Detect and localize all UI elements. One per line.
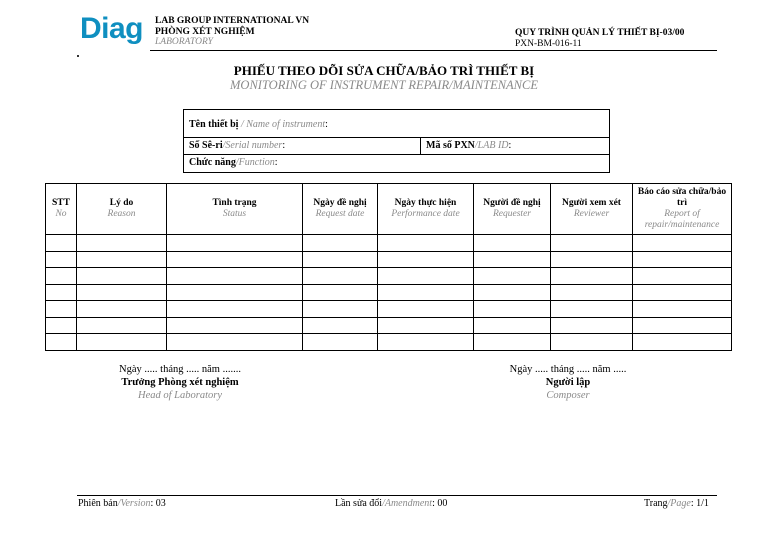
- table-cell[interactable]: [378, 268, 474, 285]
- table-cell[interactable]: [551, 301, 633, 318]
- instrument-label-vi: Tên thiết bị: [189, 119, 239, 130]
- table-cell[interactable]: [633, 301, 732, 318]
- instrument-name-field[interactable]: [184, 118, 609, 132]
- table-cell[interactable]: [303, 268, 378, 285]
- form-title: PHIẾU THEO DÕI SỬA CHỮA/BẢO TRÌ THIẾT BỊ: [233, 63, 535, 78]
- footer-amendment: Lần sửa đổi/Amendment: 00: [335, 498, 448, 509]
- table-cell[interactable]: [378, 301, 474, 318]
- footer-version: Phiên bản/Version: 03: [78, 498, 166, 509]
- procedure-block: [515, 28, 684, 49]
- table-row: [46, 317, 732, 334]
- table-cell[interactable]: [633, 334, 732, 351]
- logo-mark-dot: [77, 55, 79, 57]
- table-cell[interactable]: [551, 284, 633, 301]
- dept-name-vi: PHÒNG XÉT NGHIỆM: [155, 26, 255, 37]
- sign-date-left: Ngày ..... tháng ..... năm .......: [119, 364, 241, 375]
- table-cell[interactable]: [167, 317, 303, 334]
- col-header: Báo cáo sửa chữa/bảo trì Report of repair/maintenance: [633, 184, 732, 235]
- table-cell[interactable]: [633, 235, 732, 252]
- footer-page: Trang/Page: 1/1: [644, 498, 709, 509]
- col-header: Người xem xét Reviewer: [551, 184, 633, 235]
- function-label-en: /Function: [235, 157, 275, 168]
- table-cell[interactable]: [303, 317, 378, 334]
- table-cell[interactable]: [167, 251, 303, 268]
- table-cell[interactable]: [303, 251, 378, 268]
- table-cell[interactable]: [303, 334, 378, 351]
- col-header: Tình trạng Status: [167, 184, 303, 235]
- table-cell[interactable]: [167, 284, 303, 301]
- sign-role-en-right: Composer: [546, 390, 590, 401]
- serial-number-field[interactable]: [184, 137, 609, 155]
- table-cell[interactable]: [474, 251, 551, 268]
- table-cell[interactable]: [633, 284, 732, 301]
- colon: :: [325, 119, 328, 130]
- table-cell[interactable]: [77, 268, 167, 285]
- table-cell[interactable]: [303, 284, 378, 301]
- sign-role-left: Trưởng Phòng xét nghiệm: [121, 377, 239, 388]
- repair-log-table: [45, 183, 732, 351]
- col-header: Người đề nghị Requester: [474, 184, 551, 235]
- table-cell[interactable]: [46, 268, 77, 285]
- procedure-name: QUY TRÌNH QUẢN LÝ THIẾT BỊ-03/00: [515, 28, 685, 38]
- table-cell[interactable]: [167, 268, 303, 285]
- table-cell[interactable]: [77, 251, 167, 268]
- labid-label-vi: Mã số PXN: [426, 140, 475, 151]
- table-cell[interactable]: [633, 268, 732, 285]
- sign-role-en-left: Head of Laboratory: [138, 390, 222, 401]
- table-cell[interactable]: [46, 235, 77, 252]
- table-row: [46, 334, 732, 351]
- table-header-row: [46, 184, 732, 235]
- table-cell[interactable]: [633, 317, 732, 334]
- colon: :: [282, 140, 286, 151]
- signature-right: [478, 363, 658, 402]
- function-field[interactable]: [184, 156, 609, 170]
- lab-id-field[interactable]: [426, 139, 511, 153]
- table-cell[interactable]: [303, 301, 378, 318]
- table-cell[interactable]: [46, 284, 77, 301]
- table-row: [46, 235, 732, 252]
- colon: :: [508, 140, 512, 151]
- table-cell[interactable]: [303, 235, 378, 252]
- serial-label-en: /Serial number: [222, 140, 283, 151]
- table-cell[interactable]: [378, 317, 474, 334]
- header-rule: [150, 50, 717, 51]
- table-cell[interactable]: [167, 334, 303, 351]
- table-cell[interactable]: [46, 334, 77, 351]
- table-row: [46, 251, 732, 268]
- table-cell[interactable]: [378, 334, 474, 351]
- table-cell[interactable]: [474, 301, 551, 318]
- table-cell[interactable]: [633, 251, 732, 268]
- table-row: [46, 268, 732, 285]
- sign-date-right: Ngày ..... tháng ..... năm .....: [509, 364, 627, 375]
- table-cell[interactable]: [77, 301, 167, 318]
- sign-role-right: Người lập: [545, 377, 591, 388]
- serial-label-vi: Số Sê-ri: [189, 140, 223, 151]
- table-cell[interactable]: [378, 251, 474, 268]
- footer-rule: [77, 495, 717, 496]
- table-cell[interactable]: [77, 317, 167, 334]
- table-cell[interactable]: [378, 284, 474, 301]
- instrument-label-en: / Name of instrument: [238, 119, 326, 130]
- table-cell[interactable]: [474, 235, 551, 252]
- table-cell[interactable]: [551, 334, 633, 351]
- col-header: Lý do Reason: [77, 184, 167, 235]
- col-header: Ngày thực hiện Performance date: [378, 184, 474, 235]
- diag-logo: Diag: [80, 12, 144, 45]
- table-cell[interactable]: [551, 251, 633, 268]
- table-cell[interactable]: [46, 251, 77, 268]
- org-name: LAB GROUP INTERNATIONAL VN: [155, 16, 310, 26]
- signature-left: [90, 363, 270, 402]
- function-label-vi: Chức năng: [189, 157, 236, 168]
- table-cell[interactable]: [77, 235, 167, 252]
- table-cell[interactable]: [167, 301, 303, 318]
- table-cell[interactable]: [551, 268, 633, 285]
- dept-name-en: LABORATORY: [155, 37, 213, 47]
- table-cell[interactable]: [474, 334, 551, 351]
- table-cell[interactable]: [167, 235, 303, 252]
- org-block: [155, 16, 309, 48]
- table-cell[interactable]: [77, 284, 167, 301]
- colon: :: [274, 157, 278, 168]
- table-row: [46, 301, 732, 318]
- col-header: STT No: [46, 184, 77, 235]
- table-row: [46, 284, 732, 301]
- table-cell[interactable]: [474, 284, 551, 301]
- col-header: Ngày đề nghị Request date: [303, 184, 378, 235]
- info-divider: [420, 137, 421, 155]
- table-cell[interactable]: [551, 317, 633, 334]
- labid-label-en: /LAB ID: [474, 140, 509, 151]
- table-cell[interactable]: [474, 268, 551, 285]
- table-cell[interactable]: [378, 235, 474, 252]
- form-code: PXN-BM-016-11: [515, 38, 582, 49]
- table-cell[interactable]: [46, 301, 77, 318]
- table-body: [46, 235, 732, 351]
- table-cell[interactable]: [474, 317, 551, 334]
- table-cell[interactable]: [551, 235, 633, 252]
- instrument-info-box: [183, 109, 610, 173]
- table-cell[interactable]: [46, 317, 77, 334]
- table-cell[interactable]: [77, 334, 167, 351]
- form-subtitle: MONITORING OF INSTRUMENT REPAIR/MAINTENANCE: [230, 78, 538, 92]
